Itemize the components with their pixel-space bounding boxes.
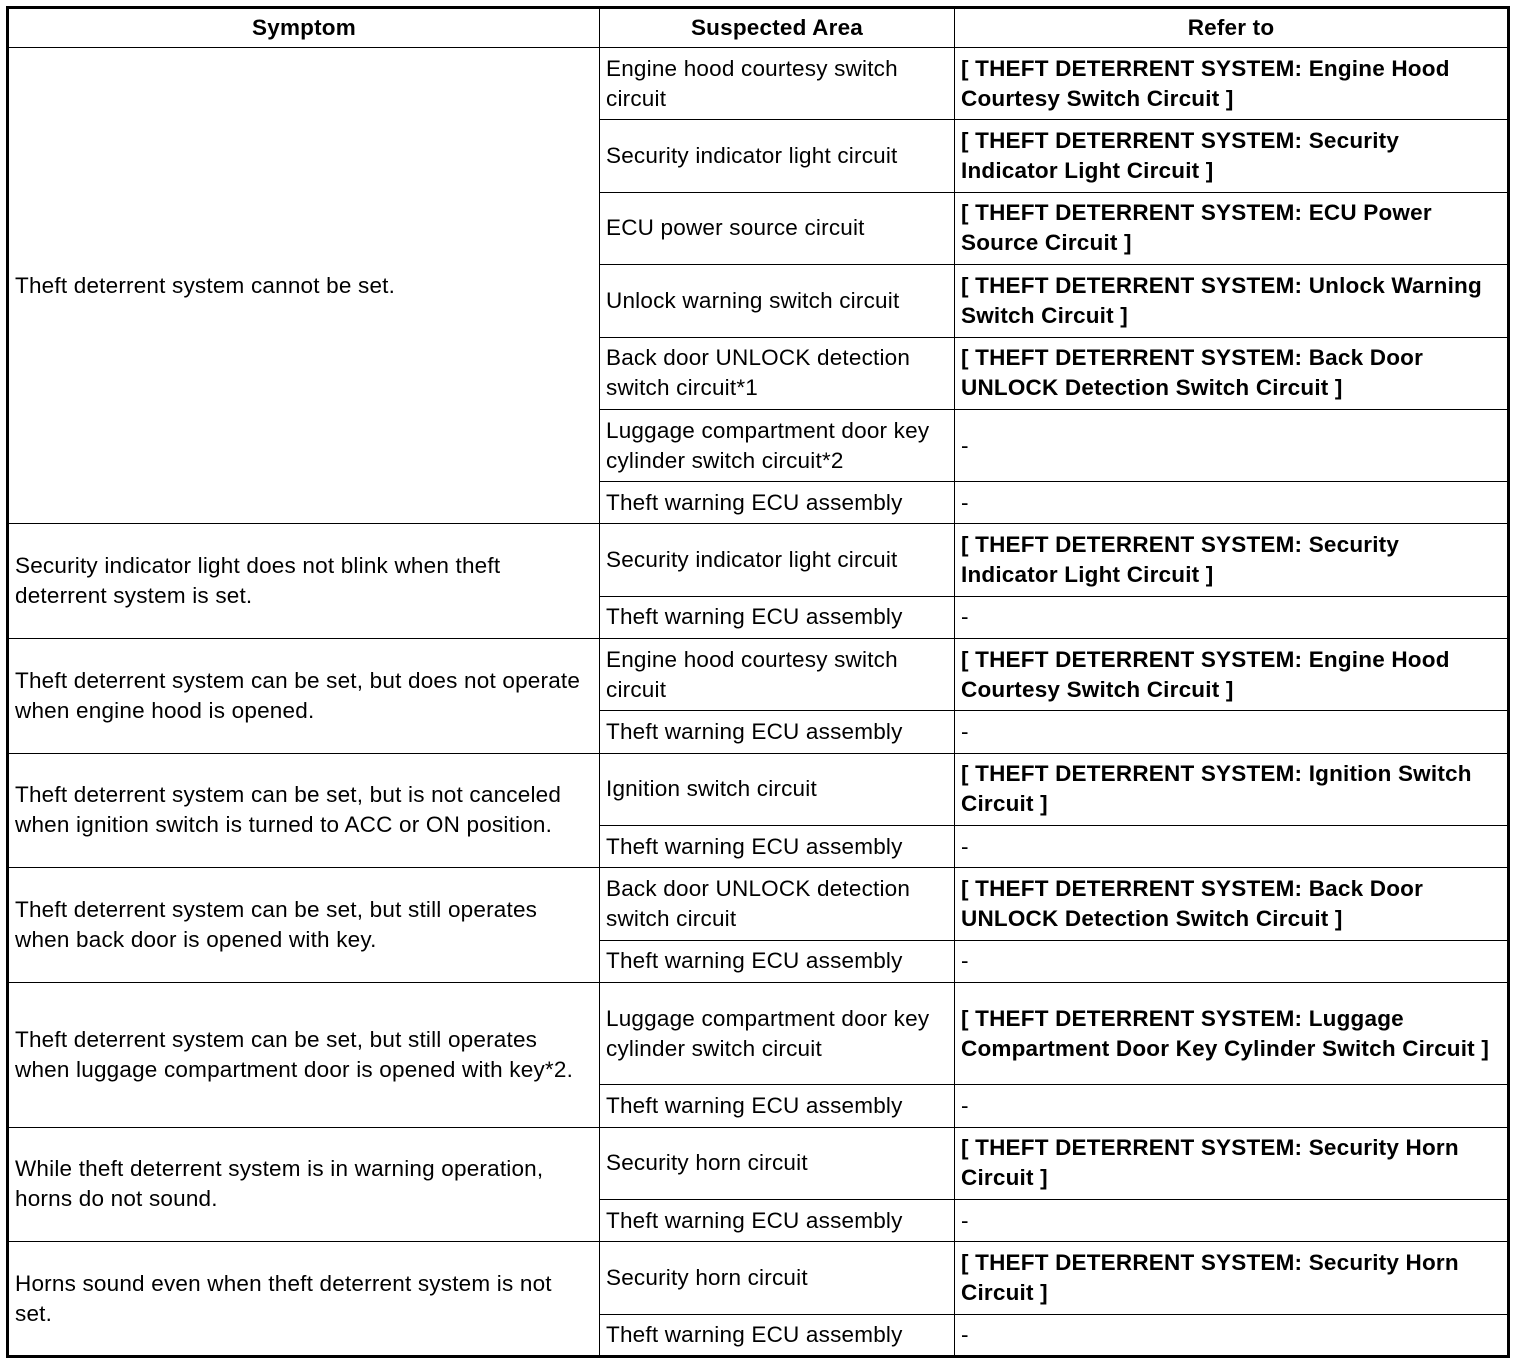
symptom-cell: Security indicator light does not blink when theft deterrent system is set. [8,524,600,639]
refer-to-cell: - [955,711,1509,753]
refer-to-link[interactable]: [ THEFT DETERRENT SYSTEM: Luggage Compartment Door Key Cylinder Switch Circuit ] [955,982,1509,1085]
refer-to-link[interactable]: [ THEFT DETERRENT SYSTEM: Back Door UNLOCK Detection Switch Circuit ] [955,337,1509,409]
table-row [8,639,1509,711]
suspected-area-cell: Theft warning ECU assembly [600,1199,955,1241]
table-row [8,868,1509,940]
suspected-area-cell: Ignition switch circuit [600,753,955,825]
suspected-area-cell: Engine hood courtesy switch circuit [600,48,955,120]
refer-to-link[interactable]: [ THEFT DETERRENT SYSTEM: Ignition Switch Circuit ] [955,753,1509,825]
suspected-area-cell: ECU power source circuit [600,192,955,264]
table-row [8,753,1509,825]
suspected-area-cell: Theft warning ECU assembly [600,940,955,982]
header-symptom: Symptom [8,8,600,48]
suspected-area-cell: Luggage compartment door key cylinder switch circuit [600,982,955,1085]
suspected-area-cell: Theft warning ECU assembly [600,482,955,524]
symptom-cell: Theft deterrent system can be set, but still operates when luggage compartment door is opened with key*2. [8,982,600,1127]
suspected-area-cell: Engine hood courtesy switch circuit [600,639,955,711]
header-row [8,8,1509,48]
table-row [8,524,1509,596]
refer-to-cell: - [955,1199,1509,1241]
symptom-cell: Theft deterrent system can be set, but does not operate when engine hood is opened. [8,639,600,754]
suspected-area-cell: Theft warning ECU assembly [600,1314,955,1356]
suspected-area-cell: Security horn circuit [600,1127,955,1199]
refer-to-link[interactable]: [ THEFT DETERRENT SYSTEM: Unlock Warning Switch Circuit ] [955,265,1509,337]
refer-to-cell: - [955,482,1509,524]
header-suspected-area: Suspected Area [600,8,955,48]
suspected-area-cell: Unlock warning switch circuit [600,265,955,337]
suspected-area-cell: Security indicator light circuit [600,120,955,192]
refer-to-link[interactable]: [ THEFT DETERRENT SYSTEM: Security Indicator Light Circuit ] [955,120,1509,192]
suspected-area-cell: Theft warning ECU assembly [600,826,955,868]
suspected-area-cell: Back door UNLOCK detection switch circuit*1 [600,337,955,409]
symptom-cell: Theft deterrent system cannot be set. [8,48,600,524]
refer-to-link[interactable]: [ THEFT DETERRENT SYSTEM: Engine Hood Courtesy Switch Circuit ] [955,48,1509,120]
table-row [8,1242,1509,1314]
suspected-area-cell: Security horn circuit [600,1242,955,1314]
refer-to-link[interactable]: [ THEFT DETERRENT SYSTEM: Back Door UNLOCK Detection Switch Circuit ] [955,868,1509,940]
table-row [8,982,1509,1085]
symptom-cell: While theft deterrent system is in warning operation, horns do not sound. [8,1127,600,1242]
refer-to-link[interactable]: [ THEFT DETERRENT SYSTEM: Security Horn Circuit ] [955,1242,1509,1314]
refer-to-link[interactable]: [ THEFT DETERRENT SYSTEM: ECU Power Source Circuit ] [955,192,1509,264]
suspected-area-cell: Theft warning ECU assembly [600,711,955,753]
suspected-area-cell: Theft warning ECU assembly [600,1085,955,1127]
refer-to-cell: - [955,1085,1509,1127]
refer-to-link[interactable]: [ THEFT DETERRENT SYSTEM: Security Indicator Light Circuit ] [955,524,1509,596]
refer-to-cell: - [955,409,1509,481]
symptom-cell: Theft deterrent system can be set, but is not canceled when ignition switch is turned to ACC or ON position. [8,753,600,868]
suspected-area-cell: Luggage compartment door key cylinder switch circuit*2 [600,409,955,481]
refer-to-cell: - [955,596,1509,638]
refer-to-link[interactable]: [ THEFT DETERRENT SYSTEM: Security Horn Circuit ] [955,1127,1509,1199]
suspected-area-cell: Theft warning ECU assembly [600,596,955,638]
header-refer-to: Refer to [955,8,1509,48]
refer-to-cell: - [955,1314,1509,1356]
symptom-table [6,6,1510,1358]
symptom-cell: Horns sound even when theft deterrent system is not set. [8,1242,600,1357]
refer-to-cell: - [955,826,1509,868]
suspected-area-cell: Back door UNLOCK detection switch circuit [600,868,955,940]
suspected-area-cell: Security indicator light circuit [600,524,955,596]
symptom-cell: Theft deterrent system can be set, but still operates when back door is opened with key. [8,868,600,983]
refer-to-cell: - [955,940,1509,982]
refer-to-link[interactable]: [ THEFT DETERRENT SYSTEM: Engine Hood Courtesy Switch Circuit ] [955,639,1509,711]
table-row [8,1127,1509,1199]
table-row [8,48,1509,120]
